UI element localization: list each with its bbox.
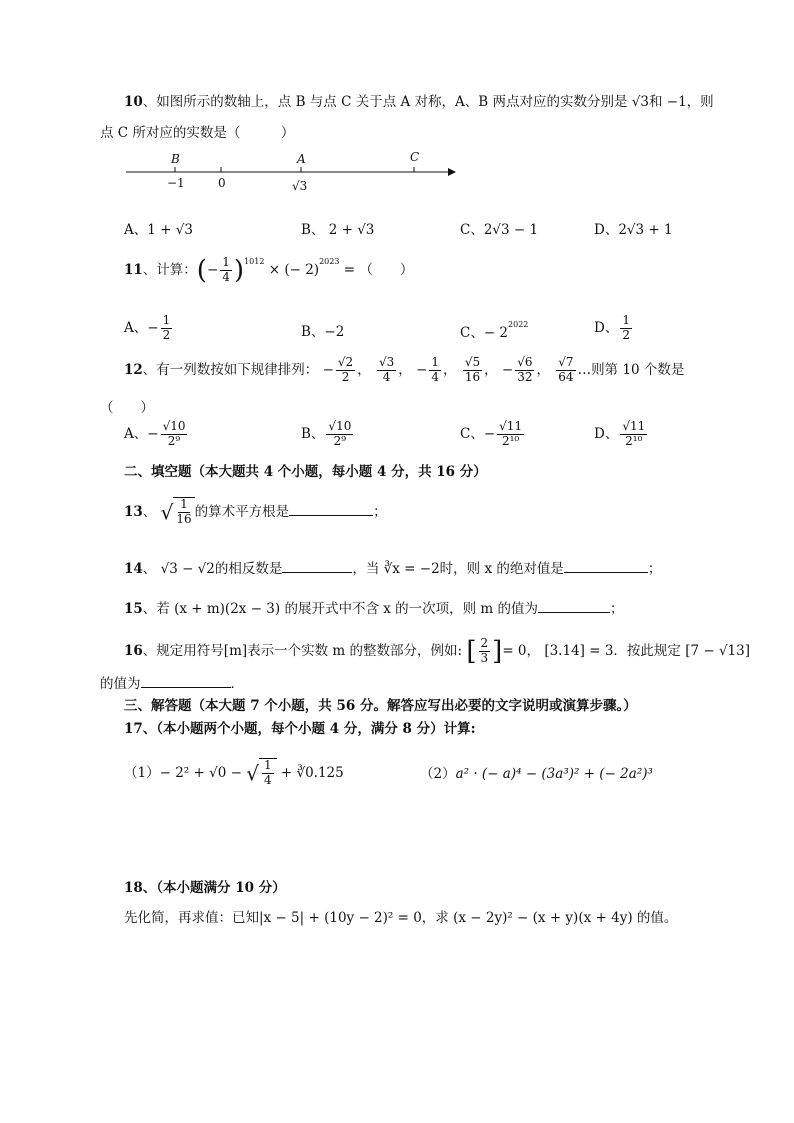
q10-option-a: A、1 + √3 <box>124 222 193 238</box>
q14-number: 14 <box>124 561 143 577</box>
q12-term-5: − $\frac{√6}{32}$ ， <box>501 355 550 384</box>
q15-line: 15、若 (x + m)(2x − 3) 的展开式中不含 x 的一次项，则 m 的值为 ； <box>124 601 624 617</box>
q16-line2: 的值为 ． <box>100 676 244 692</box>
q16-number: 16 <box>124 642 143 659</box>
q15-number: 15 <box>124 601 143 617</box>
label-point-c: C <box>410 150 420 164</box>
q10-text-line2: 点 C 所对应的实数是（ ） <box>100 125 295 141</box>
q12-term-4: $\frac{√5}{16}$ ， <box>464 355 498 384</box>
q13-text: 的算术平方根是 <box>194 503 290 520</box>
q13-number: 13 <box>124 503 143 520</box>
q11-option-d: D、 $\frac{1}{2}$ <box>594 313 630 342</box>
q12-suffix: …则第 10 个数是 <box>577 361 685 378</box>
q14-answer-blank-2[interactable] <box>564 572 648 573</box>
q14-expr: √3 − √2 <box>160 561 215 577</box>
q11-number: 11 <box>124 261 143 278</box>
q11-prefix: 、计算： <box>142 261 197 278</box>
q18-text: 先化简，再求值：已知|x − 5| + (10y − 2)² = 0，求 (x − 2y)² − (x + y)(x + 4y) 的值。 <box>124 910 678 926</box>
q10-option-c: C、2√3 − 1 <box>460 222 539 238</box>
label-point-a: A <box>297 152 306 166</box>
q16-answer-blank[interactable] <box>141 687 231 688</box>
tick-label-zero: 0 <box>218 176 226 190</box>
q12-term-1: − $\frac{√2}{2}$ ， <box>322 355 371 384</box>
q17-part1: （1）− 2² + √0 − √ $\frac{1}{4}$ + ∛0.125 <box>124 758 344 787</box>
section-2-heading: 二、填空题（本大题共 4 个小题，每小题 4 分，共 16 分） <box>124 464 487 480</box>
number-line-arrow-icon <box>448 168 456 176</box>
q12-number: 12 <box>124 361 143 378</box>
q12-term-3: − $\frac{1}{4}$ ， <box>416 355 457 384</box>
q13-answer-blank[interactable] <box>289 515 373 516</box>
label-point-b: B <box>171 152 180 166</box>
q12-option-c: C、− $\frac{√11}{\text{2¹⁰}}$ <box>460 419 523 448</box>
q10-text-line1: 、如图所示的数轴上，点 B 与点 C 关于点 A 对称，A、B 两点对应的实数分别是 √3和 −1，则 <box>142 94 714 110</box>
q12-option-d: D、 $\frac{√11}{\text{2¹⁰}}$ <box>594 419 646 448</box>
q11-option-c: C、− $2^{2022}$ <box>460 320 529 341</box>
q12-paren: （ ） <box>100 400 154 416</box>
q18-title: 18、（本小题满分 10 分） <box>124 880 286 896</box>
q16-line1: 16、规定用符号[m]表示一个实数 m 的整数部分，例如: [ $\frac{2}{3}$ ]= 0， [3.14] = 3．按此规定 [7 − √13] <box>124 636 751 667</box>
q11-mid: × (− 2) <box>268 261 320 278</box>
q15-answer-blank[interactable] <box>538 612 610 613</box>
q11-exponent-1: 1012 <box>244 256 265 266</box>
q10-option-d: D、2√3 + 1 <box>594 222 673 238</box>
q17-part2: （2）a² · (− a)⁴ − (3a³)² + (− 2a²)³ <box>420 766 653 782</box>
q12-term-2: $\frac{√3}{4}$ ， <box>378 355 412 384</box>
q17-title: 17、（本小题两个小题，每个小题 4 分，满分 8 分）计算: <box>124 721 476 737</box>
q12-line <box>124 356 684 385</box>
section-3-heading: 三、解答题（本大题 7 个小题，共 56 分。解答应写出必要的文字说明或演算步骤。） <box>124 698 637 714</box>
q11-option-b: B、−2 <box>301 324 345 340</box>
q12-prefix: 、有一列数按如下规律排列： <box>142 361 319 378</box>
q13-radicand: $\frac{1}{16}$ <box>173 497 194 527</box>
q12-option-a: A、− $\frac{√10}{\text{2⁹}}$ <box>124 419 186 448</box>
q16-expression: [7 − √13] <box>685 642 751 659</box>
tick-label-neg1: −1 <box>167 176 185 190</box>
q11-option-a: A、− $\frac{1}{2}$ <box>124 313 171 342</box>
q11-suffix: = （ ） <box>343 261 414 278</box>
q12-option-b: B、 $\frac{√10}{\text{2⁹}}$ <box>301 419 352 448</box>
q11-fraction: $\frac{1}{4}$ <box>222 255 230 284</box>
q10-option-b: B、 2 + √3 <box>301 222 375 238</box>
q14-answer-blank-1[interactable] <box>282 572 352 573</box>
q11-line: 11、计算：(− $\frac{1}{4}$ )$^{1012}$ × (− 2)$^{2023}$ = （ ） <box>124 255 414 286</box>
tick-label-sqrt3: √3 <box>292 179 308 193</box>
q12-term-6: $\frac{√7}{64}$ <box>558 355 574 384</box>
q11-exponent-2: 2023 <box>319 256 340 266</box>
q13-line: 13、 √ $\frac{1}{16}$ 的算术平方根是 ； <box>124 497 387 526</box>
q10-line1 <box>124 90 714 110</box>
q14-line: 14、 √3 − √2的相反数是 ，当 ∛x = −2时，则 x 的绝对值是 ； <box>124 561 662 577</box>
q10-number: 10 <box>124 94 143 110</box>
